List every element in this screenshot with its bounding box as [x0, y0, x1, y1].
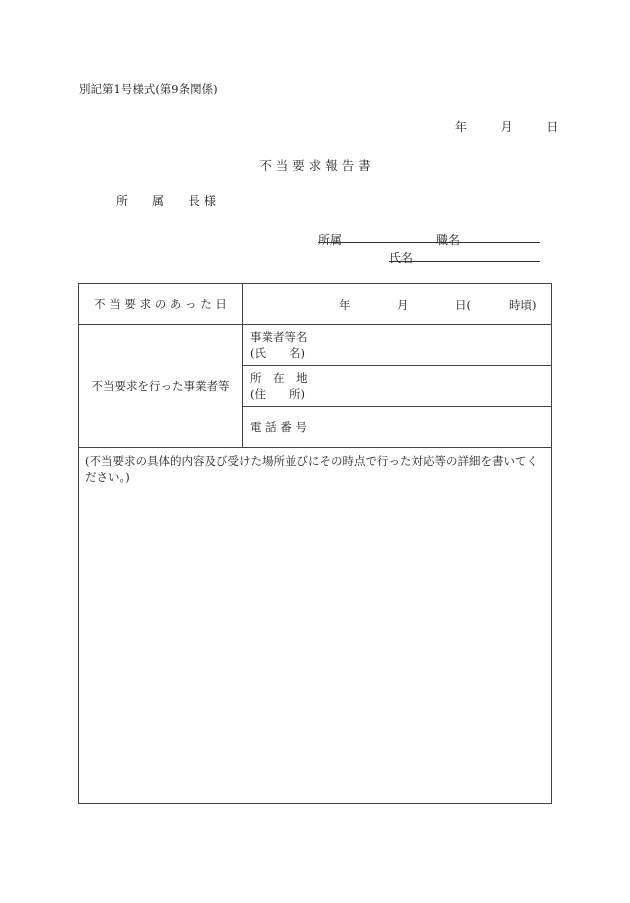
residence-label: (住 所) — [250, 387, 305, 401]
report-table — [78, 283, 552, 804]
affiliation-underline — [318, 242, 540, 243]
location-label: 所 在 地 — [250, 371, 308, 385]
business-name-field[interactable] — [243, 325, 552, 366]
phone-field[interactable] — [243, 407, 552, 448]
table-row — [79, 284, 552, 325]
form-reference: 別記第1号様式(第9条関係) — [79, 82, 218, 96]
table-row — [79, 448, 552, 804]
date-day-label: 日 — [546, 120, 559, 134]
incident-time: 時頃) — [509, 298, 537, 312]
business-name-label: 事業者等名 — [250, 330, 308, 344]
report-date — [455, 118, 558, 135]
address-field[interactable] — [243, 366, 552, 407]
incident-year: 年 — [339, 298, 351, 312]
date-year-label: 年 — [455, 120, 468, 134]
name-label: 氏名 — [389, 251, 414, 265]
details-field[interactable] — [79, 448, 552, 804]
document-title: 不 当 要 求 報 告 書 — [259, 158, 371, 173]
incident-day: 日( — [455, 298, 471, 312]
details-prompt: (不当要求の具体的内容及び受けた場所並びにその時点で行った対応等の詳細を書いてください。) — [85, 454, 538, 484]
incident-date-label: 不 当 要 求 の あ っ た 日 — [79, 284, 243, 325]
incident-month: 月 — [397, 298, 409, 312]
incident-date-field[interactable] — [243, 284, 552, 325]
affiliation-label: 所属 — [318, 233, 343, 247]
position-label: 職名 — [436, 233, 461, 247]
date-month-label: 月 — [500, 120, 513, 134]
phone-label: 電 話 番 号 — [250, 420, 307, 434]
person-name-label: (氏 名) — [250, 346, 305, 360]
addressee: 所 属 長 様 — [116, 194, 216, 208]
table-row — [79, 325, 552, 366]
name-underline — [389, 261, 540, 262]
business-label: 不当要求を行った事業者等 — [79, 325, 243, 448]
